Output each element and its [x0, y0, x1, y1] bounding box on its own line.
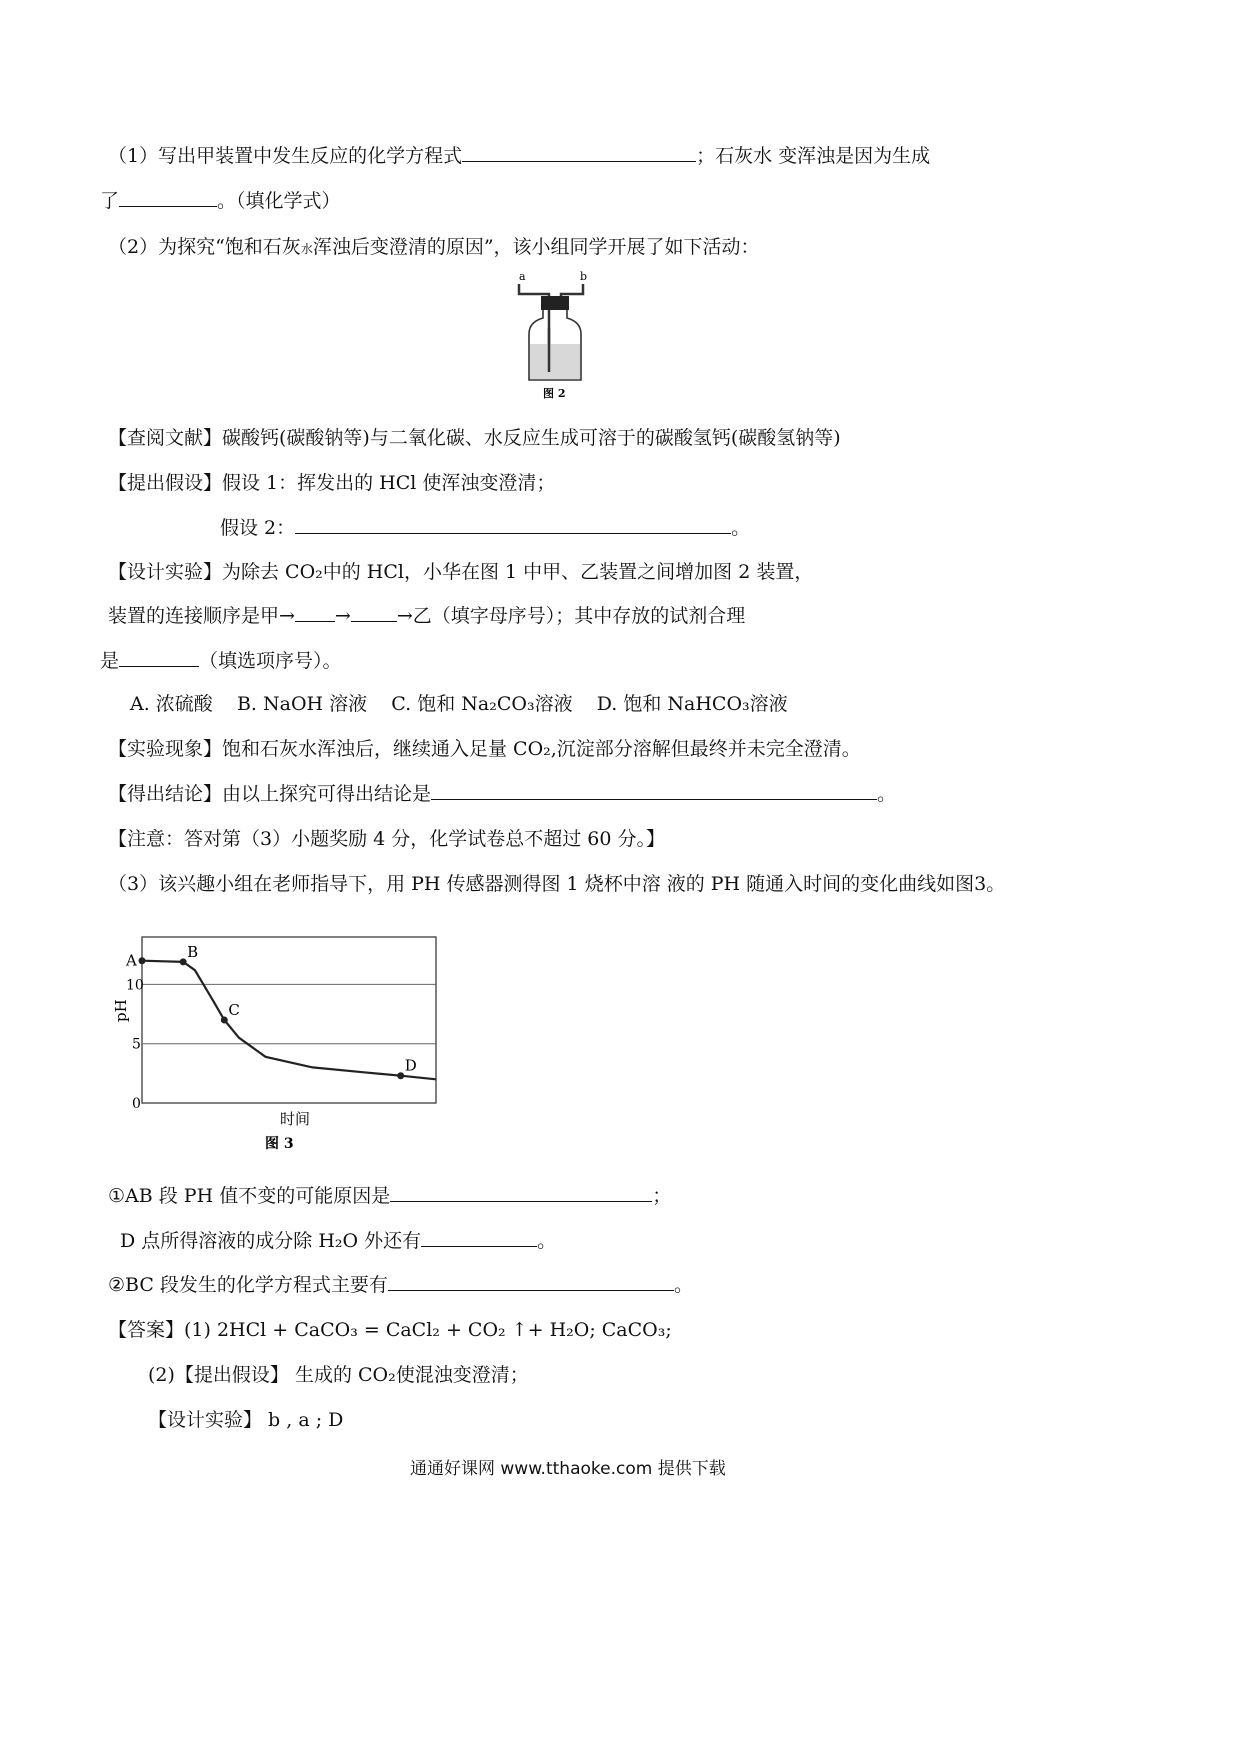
chart-gridlines — [142, 984, 436, 1043]
design-line3-b: （填选项序号）。 — [199, 650, 342, 672]
hypothesis-1: 【提出假设】假设 1：挥发出的 HCl 使浑浊变澄清； — [108, 472, 556, 494]
chart-y-axis-label: pH — [112, 999, 130, 1022]
q2-intro-sub: 水 — [300, 242, 313, 256]
q2-intro-a: （2）为探究“饱和石灰 — [108, 236, 301, 258]
q3-sub1-label: ①AB 段 PH 值不变的可能原因是 — [108, 1185, 391, 1207]
q3-d-point-label: D 点所得溶液的成分除 H₂O 外还有 — [120, 1230, 422, 1252]
conclusion — [108, 781, 896, 807]
q1-text4: 。（填化学式） — [217, 190, 341, 212]
q1-text3: 了 — [100, 190, 120, 212]
point-label-a: A — [126, 951, 137, 970]
d-point-blank[interactable] — [421, 1228, 537, 1247]
reagent-options: A. 浓硫酸 B. NaOH 溶液 C. 饱和 Na₂CO₃溶液 D. 饱和 NaHCO₃溶液 — [130, 693, 788, 715]
reagent-blank[interactable] — [119, 648, 199, 667]
q1-equation-blank[interactable] — [462, 143, 696, 162]
design-line2 — [108, 603, 745, 629]
ph-curve-line — [142, 961, 436, 1080]
figure-2-stopper — [541, 296, 569, 310]
q3-intro: （3）该兴趣小组在老师指导下，用 PH 传感器测得图 1 烧杯中溶 液的 PH 随通入时间的变化曲线如图3。 — [108, 873, 1006, 895]
design-arrow: → — [334, 605, 351, 627]
literature-review: 【查阅文献】碳酸钙(碳酸钠等)与二氧化碳、水反应生成可溶于的碳酸氢钙(碳酸氢钠等) — [108, 427, 841, 449]
conclusion-label: 【得出结论】由以上探究可得出结论是 — [108, 783, 432, 805]
point-b — [180, 958, 187, 965]
point-label-b: B — [187, 942, 199, 961]
design-line2-a: 装置的连接顺序是甲→ — [108, 605, 295, 627]
q3-sub1-end: ； — [652, 1185, 672, 1207]
q1-text: （1）写出甲装置中发生反应的化学方程式 — [108, 145, 463, 167]
figure-2-gas-bottle — [505, 268, 595, 403]
answer-line2: (2)【提出假设】 生成的 CO₂使混浊变澄清； — [148, 1364, 529, 1386]
q3-sub2-end: 。 — [673, 1274, 693, 1296]
q1-line1 — [108, 143, 930, 169]
q1-text2: ；石灰水 变浑浊是因为生成 — [696, 145, 931, 167]
q2-intro-b: 浑浊后变澄清的原因”，该小组同学开展了如下活动： — [312, 236, 760, 258]
connection-blank-2[interactable] — [351, 603, 397, 622]
bonus-note: 【注意：答对第（3）小题奖励 4 分，化学试卷总不超过 60 分。】 — [108, 828, 666, 850]
y-tick-label: 5 — [132, 1036, 141, 1053]
q3-sub1 — [108, 1183, 671, 1209]
point-a — [139, 957, 146, 964]
design-line3-a: 是 — [100, 650, 120, 672]
figure-3-ph-chart — [110, 930, 450, 1160]
chart-caption: 图 3 — [265, 1136, 294, 1152]
q3-sub1-d — [120, 1228, 556, 1254]
chart-x-axis-label: 时间 — [280, 1110, 311, 1128]
q3-d-point-end: 。 — [537, 1230, 557, 1252]
design-line2-b: →乙（填字母序号）；其中存放的试剂合理 — [396, 605, 746, 627]
point-d — [397, 1072, 404, 1079]
experiment-phenomenon: 【实验现象】饱和石灰水浑浊后，继续通入足量 CO₂,沉淀部分溶解但最终并未完全澄清。 — [108, 738, 861, 760]
figure-2-liquid — [530, 344, 580, 379]
answer-line1: 【答案】(1) 2HCl + CaCO₃ = CaCl₂ + CO₂ ↑+ H₂O; CaCO₃; — [108, 1319, 672, 1341]
q1-formula-blank[interactable] — [119, 188, 217, 207]
q3-sub2-label: ②BC 段发生的化学方程式主要有 — [108, 1274, 388, 1296]
ab-reason-blank[interactable] — [390, 1183, 652, 1202]
hypothesis-2 — [220, 515, 750, 541]
connection-blank-1[interactable] — [295, 603, 335, 622]
q2-intro — [108, 234, 760, 262]
hypothesis-2-blank[interactable] — [295, 515, 731, 534]
design-line3 — [100, 648, 342, 674]
figure-2-label-a: a — [519, 270, 526, 283]
bc-equation-blank[interactable] — [388, 1272, 674, 1291]
q3-sub2 — [108, 1272, 693, 1298]
y-tick-label: 0 — [132, 1096, 141, 1112]
design-line1: 【设计实验】为除去 CO₂中的 HCl，小华在图 1 中甲、乙装置之间增加图 2 装置， — [108, 561, 814, 583]
hypothesis-2-label: 假设 2： — [220, 517, 296, 539]
chart-y-ticks — [126, 977, 144, 1112]
point-label-d: D — [404, 1056, 417, 1075]
page-footer: 通通好课网 www.tthaoke.com 提供下载 — [410, 1459, 726, 1479]
point-label-c: C — [228, 1001, 240, 1019]
y-tick-label: 10 — [126, 977, 144, 994]
figure-2-caption: 图 2 — [543, 387, 566, 400]
conclusion-blank[interactable] — [431, 781, 877, 800]
q1-line2 — [100, 188, 341, 214]
hypothesis-2-end: 。 — [731, 517, 751, 539]
conclusion-end: 。 — [877, 783, 897, 805]
answer-line3: 【设计实验】 b , a ; D — [148, 1409, 344, 1431]
point-c — [221, 1017, 228, 1024]
figure-2-label-b: b — [580, 270, 588, 283]
